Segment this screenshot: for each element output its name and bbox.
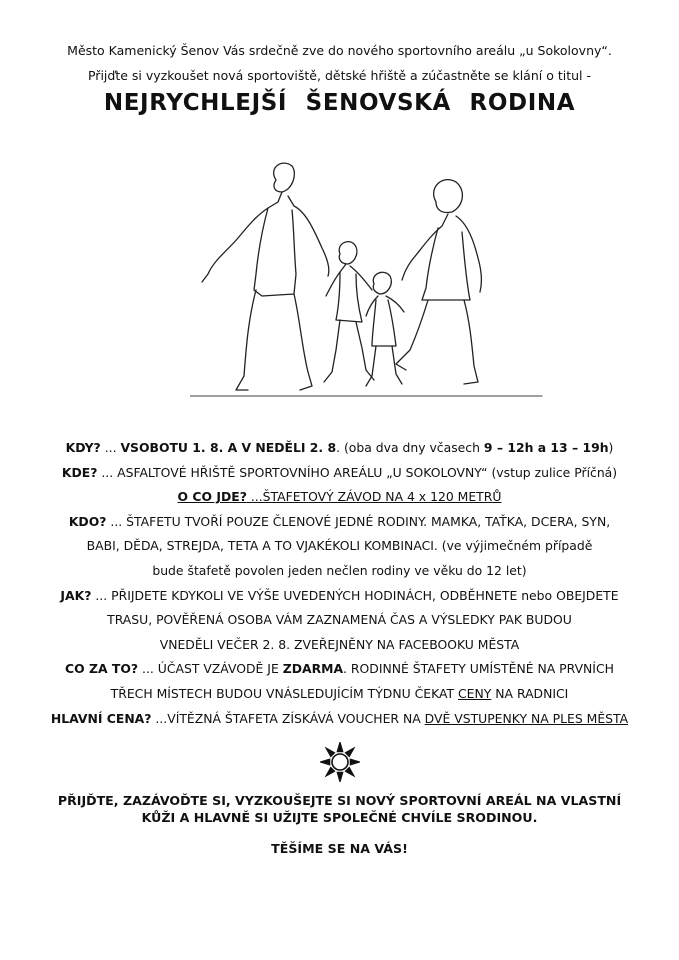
- how-label: JAK?: [60, 587, 92, 603]
- reward-label: CO ZA TO?: [65, 661, 139, 677]
- closing-line-2: KŮŽI A HLAVNĚ SI UŽIJTE SPOLEČNÉ CHVÍLE SRODINOU.: [141, 810, 538, 825]
- free-text: ZDARMA: [282, 661, 344, 677]
- closing-line-1: PŘIJĎTE, ZAZÁVOĎTE SI, VYZKOUŠEJTE SI NOVÝ SPORTOVNÍ AREÁL NA VLASTNÍ: [57, 793, 622, 808]
- closing-message: [0, 792, 679, 857]
- who-line-3: bude štafetě povolen jeden nečlen rodiny ve věku do 12 let): [152, 562, 527, 578]
- closing-signoff: TĚŠÍME SE NA VÁS!: [271, 841, 408, 856]
- main-prize-text: DVĚ VSTUPENKY NA PLES MĚSTA: [424, 710, 629, 726]
- how-line-2: TRASU, POVĚŘENÁ OSOBA VÁM ZAZNAMENÁ ČAS A VÝSLEDKY PAK BUDOU: [107, 612, 572, 628]
- prizes-text: CENY: [458, 685, 492, 701]
- reward-line-2: TŘECH MÍSTECH BUDOU VNÁSLEDUJÍCÍM TÝDNU ČEKAT CENY NA RADNICI: [110, 685, 569, 701]
- main-prize-label: HLAVNÍ CENA?: [50, 710, 152, 726]
- when-label: KDY?: [65, 440, 101, 455]
- page-title: NEJRYCHLEJŠÍ ŠENOVSKÁ RODINA: [103, 90, 576, 116]
- what-text: ...ŠTAFETOVÝ ZÁVOD NA 4 x 120 METRŮ: [246, 489, 502, 505]
- main-prize-line: HLAVNÍ CENA? ...VÍTĚZNÁ ŠTAFETA ZÍSKÁVÁ VOUCHER NA DVĚ VSTUPENKY NA PLES MĚSTA: [50, 710, 629, 726]
- where-line: [0, 461, 679, 486]
- sun-icon: [320, 742, 360, 782]
- family-running-illustration: [190, 150, 550, 400]
- where-text: ... ASFALTOVÉ HŘIŠTĚ SPORTOVNÍHO AREÁLU „U SOKOLOVNY“ (vstup zulice Příčná): [97, 464, 618, 480]
- how-line-3: VNEDĚLI VEČER 2. 8. ZVEŘEJNĚNY NA FACEBOOKU MĚSTA: [159, 636, 520, 652]
- who-label: KDO?: [68, 513, 107, 529]
- what-label: O CO JDE?: [177, 489, 247, 505]
- event-dates: VSOBOTU 1. 8. A V NEDĚLI 2. 8: [120, 440, 337, 455]
- what-line: [0, 485, 679, 510]
- where-label: KDE?: [61, 464, 98, 480]
- intro-line-2: Přijďte si vyzkoušet nová sportoviště, dětské hřiště a zúčastněte se klání o titul -: [87, 68, 591, 83]
- who-line-2: BABI, DĚDA, STREJDA, TETA A TO VJAKÉKOLI KOMBINACI. (ve výjimečném případě: [86, 538, 593, 554]
- how-line-1: JAK? ... PŘIJDETE KDYKOLI VE VÝŠE UVEDENÝCH HODINÁCH, ODBĚHNETE nebo OBEJDETE: [60, 587, 619, 603]
- event-hours: 9 – 12h a 13 – 19h: [483, 440, 609, 455]
- when-line: KDY? ... VSOBOTU 1. 8. A V NEDĚLI 2. 8. (oba dva dny včasech 9 – 12h a 13 – 19h): [65, 440, 614, 455]
- event-details: [0, 436, 679, 731]
- reward-line-1: CO ZA TO? ... ÚČAST VZÁVODĚ JE ZDARMA. RODINNÉ ŠTAFETY UMÍSTĚNÉ NA PRVNÍCH: [65, 661, 614, 677]
- intro-line-1: Město Kamenický Šenov Vás srdečně zve do nového sportovního areálu „u Sokolovny“.: [67, 43, 612, 58]
- who-line-1: KDO? ... ŠTAFETU TVOŘÍ POUZE ČLENOVÉ JEDNÉ RODINY. MAMKA, TAŤKA, DCERA, SYN,: [68, 513, 611, 529]
